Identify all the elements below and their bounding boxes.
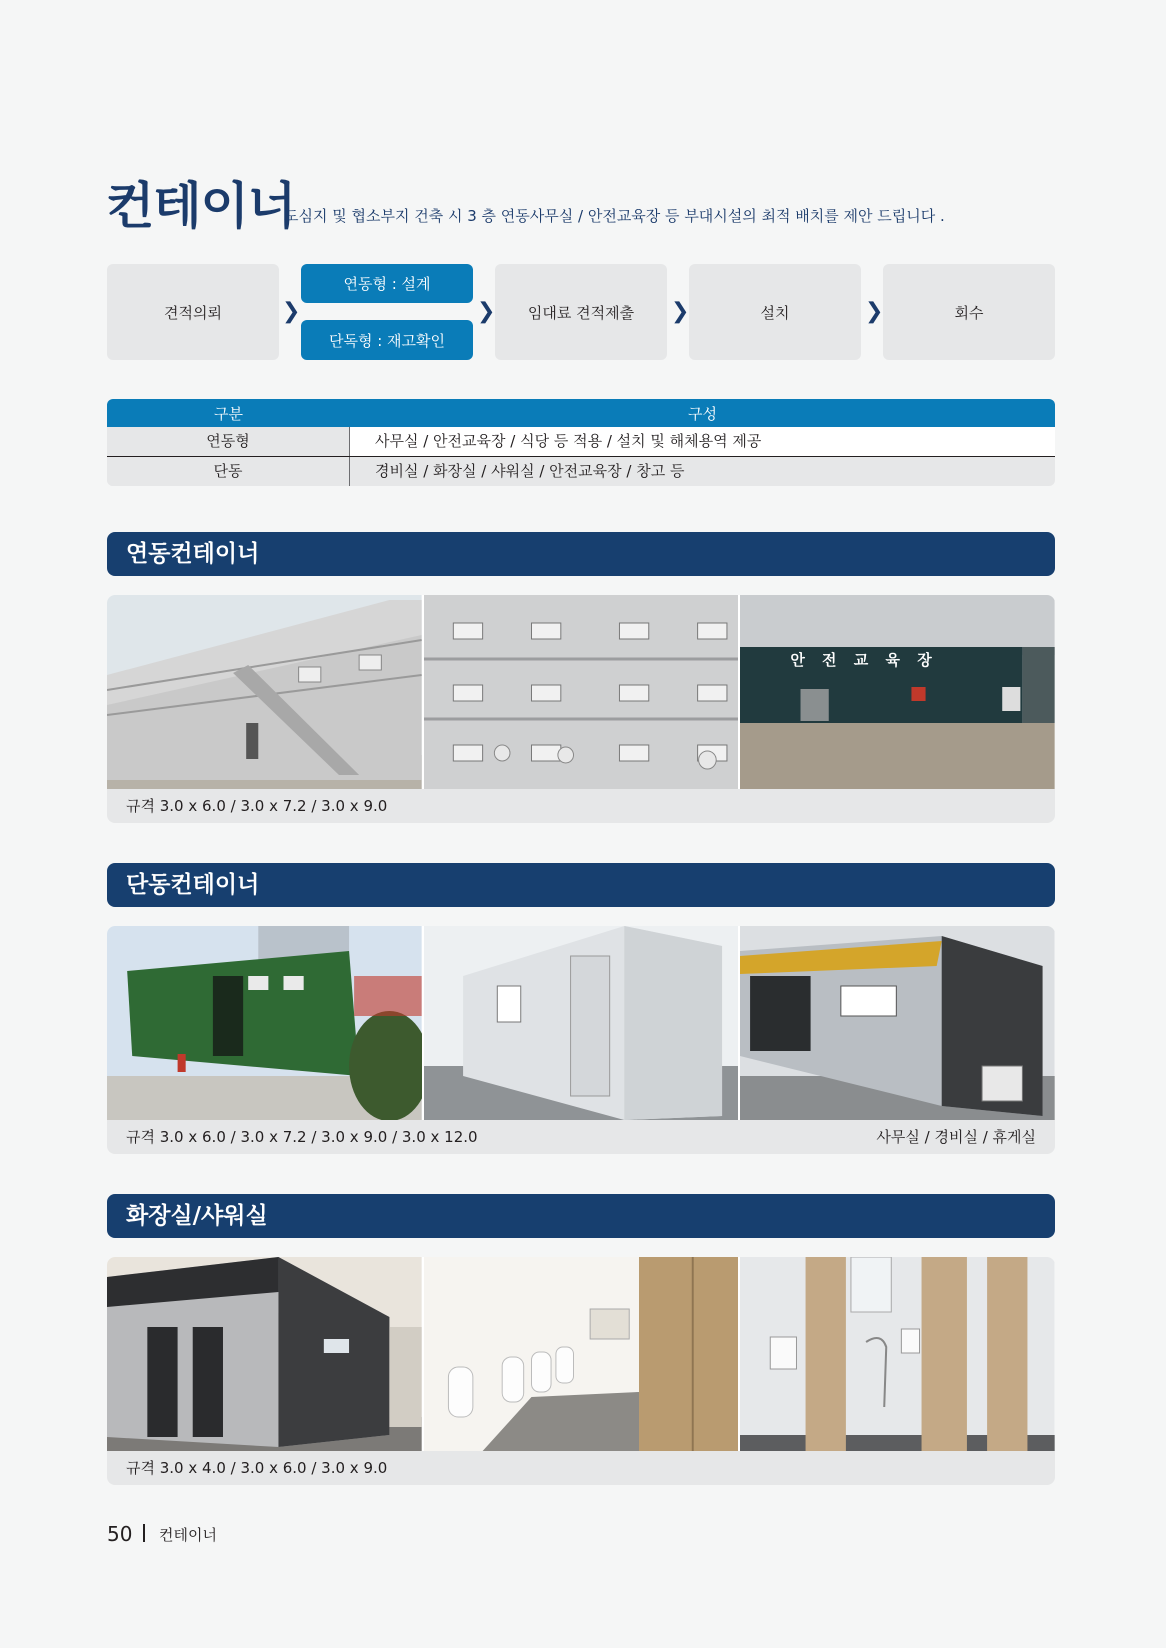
table-header [107,399,1055,427]
spec-text: 규격 3.0 x 6.0 / 3.0 x 7.2 / 3.0 x 9.0 / 3.0 x 12.0 [126,1128,478,1146]
chevron-right-icon: ❯ [477,299,496,324]
page-subtitle: 도심지 및 협소부지 건축 시 3 층 연동사무실 / 안전교육장 등 부대시설의 최적 배치를 제안 드립니다 . [284,207,945,225]
footer-label: 컨테이너 [159,1526,217,1544]
section-title-single-container: 단동컨테이너 [107,863,1055,907]
table-cell-composition: 사무실 / 안전교육장 / 식당 등 적용 / 설치 및 해체용역 제공 [375,432,762,450]
chevron-right-icon: ❯ [671,299,690,324]
table-row [107,457,1055,486]
photo-white-container [424,926,739,1120]
step-single-stock-check: 단독형 : 재고확인 [301,320,473,360]
photo-guard-office-container [740,926,1055,1120]
caption-toilet [107,1451,1055,1485]
table-cell-category: 연동형 [107,427,350,456]
section-title-toilet-shower: 화장실/샤워실 [107,1194,1055,1238]
table-header-category: 구분 [214,405,243,423]
table-cell-category: 단동 [107,457,350,486]
photo-green-container [107,926,422,1120]
table-cell-composition: 경비실 / 화장실 / 샤워실 / 안전교육장 / 창고 등 [375,462,685,480]
step-estimate-request: 견적의뢰 [107,264,279,360]
step-install: 설치 [689,264,861,360]
safety-training-sign: 안 전 교 육 장 [790,651,938,669]
step-linked-design: 연동형 : 설계 [301,264,473,303]
table-header-composition: 구성 [688,405,717,423]
step-retrieve: 회수 [883,264,1055,360]
caption-linked [107,789,1055,823]
page-number: 50 [107,1522,133,1546]
page-title: 컨테이너 [106,177,296,235]
step-rental-quote: 임대료 견적제출 [495,264,667,360]
chevron-right-icon: ❯ [865,299,884,324]
photo-row-linked [107,595,1055,789]
table-row [107,427,1055,457]
caption-single [107,1120,1055,1154]
photo-row-toilet [107,1257,1055,1451]
photo-urinals [424,1257,739,1451]
chevron-right-icon: ❯ [282,299,301,324]
spec-text: 규격 3.0 x 4.0 / 3.0 x 6.0 / 3.0 x 9.0 [126,1459,388,1477]
spec-text: 규격 3.0 x 6.0 / 3.0 x 7.2 / 3.0 x 9.0 [126,797,388,815]
photo-linked-container-windows [424,595,739,789]
footer-divider [143,1524,145,1542]
photo-linked-container-stairs [107,595,422,789]
usage-text: 사무실 / 경비실 / 휴게실 [876,1128,1036,1146]
photo-toilet-building [107,1257,422,1451]
photo-shower-stalls [740,1257,1055,1451]
photo-safety-training-center [740,595,1055,789]
photo-row-single [107,926,1055,1120]
section-title-linked-container: 연동컨테이너 [107,532,1055,576]
